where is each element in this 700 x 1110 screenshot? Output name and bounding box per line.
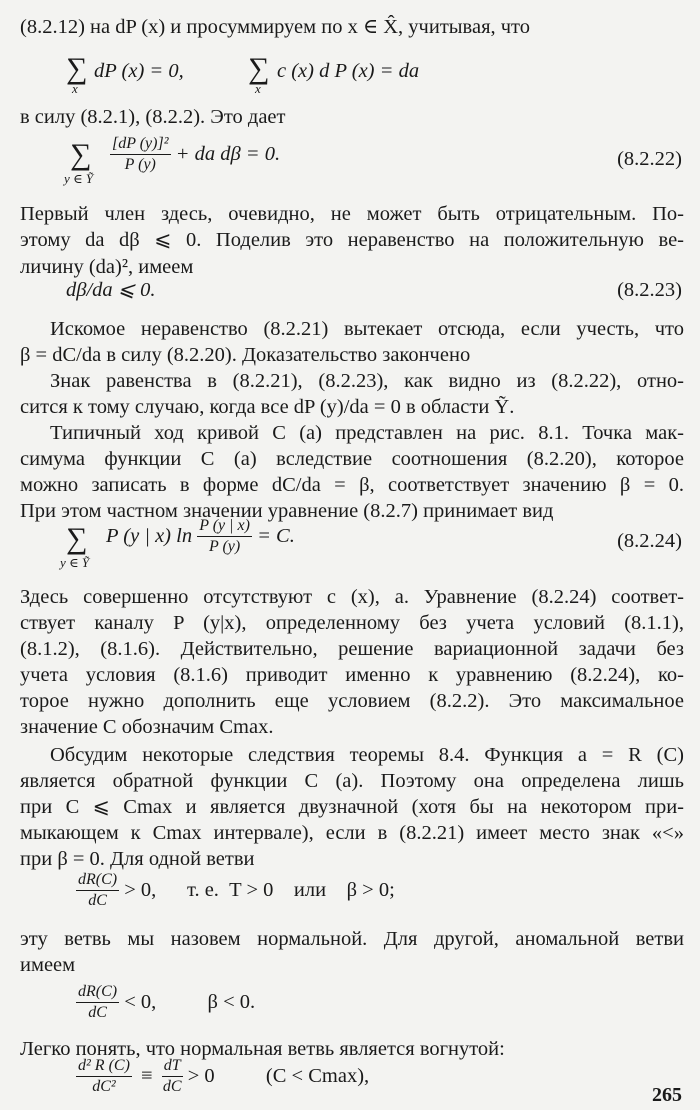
- text-line: (8.2.12) на dP (x) и просуммируем по x ∈ X̂, учитывая, что: [20, 16, 530, 38]
- inequality-normal-branch: $\frac{dR(C)}{dC}$ > 0, т. е. T > 0 или β > 0;: [78, 871, 395, 909]
- sum-symbol: ∑: [66, 52, 88, 85]
- text-line: можно записать в форме dC/da = β, соответствует значению β = 0.: [20, 474, 684, 496]
- fraction: $\frac{P (y | x)}{P (y)}$: [199, 517, 250, 555]
- fraction: $\frac{\text{d² R (C)}}{\text{dC²}}$: [78, 1057, 130, 1095]
- equation-number: (8.2.24): [617, 530, 682, 552]
- sum-subscript: x: [72, 81, 78, 96]
- text-line: Первый член здесь, очевидно, не может быть отрицательным. По-: [20, 203, 684, 225]
- equation: dP (x) = 0,: [94, 60, 184, 82]
- text-line: При этом частном значении уравнение (8.2.7) принимает вид: [20, 500, 554, 522]
- equation: c (x) d P (x) = da: [277, 60, 420, 82]
- text-line: личину (da)², имеем: [20, 256, 194, 278]
- fraction: $\frac{dR(C)}{dC}$: [78, 871, 118, 909]
- text-line: β = dC/da в силу (8.2.20). Доказательство закончено: [20, 344, 471, 366]
- text-line: эту ветвь мы назовем нормальной. Для другой, аномальной ветви: [20, 928, 684, 950]
- text-line: ствует каналу P (y|x), определенному без учета условий (8.1.1),: [20, 612, 684, 634]
- text-line: (8.1.2), (8.1.6). Действительно, решение вариационной задачи без: [20, 638, 684, 660]
- text-line: значение C обозначим Cmax.: [20, 716, 274, 738]
- text-line: этому da dβ ⩽ 0. Поделив это неравенство на положительную ве-: [20, 229, 684, 251]
- text-line: при C ⩽ Cmax и является двузначной (хотя бы на некотором при-: [20, 796, 684, 818]
- equation-8-2-22: $\frac{\text{[dP (y)]²}}{P (y)}$ + da dβ = 0.: [112, 135, 281, 173]
- sum-subscript: y ∈ Ỹ: [60, 555, 90, 570]
- text-line: Искомое неравенство (8.2.21) вытекает отсюда, если учесть, что: [50, 318, 684, 340]
- text-line: Обсудим некоторые следствия теоремы 8.4. Функция a = R (C): [50, 744, 684, 766]
- text-line: мыкающем к Cmax интервале), если в (8.2.21) имеет место знак «<»: [20, 822, 684, 844]
- text-line: сится к тому случаю, когда все dP (y)/da = 0 в области Ỹ.: [20, 396, 515, 418]
- fraction: $\frac{dR(C)}{dC}$: [78, 983, 118, 1021]
- page-number: 265: [652, 1084, 682, 1106]
- sum-symbol: ∑: [248, 52, 270, 85]
- fraction: $\frac{dT}{dC}$: [162, 1057, 182, 1095]
- text-line: торое нужно дополнить еще условием (8.2.2). Это максимальное: [20, 690, 684, 712]
- sum-subscript: x: [255, 81, 261, 96]
- sum-symbol: ∑: [66, 522, 88, 555]
- equation-8-2-23: dβ/da ⩽ 0.: [66, 279, 156, 301]
- concavity-inequality: $\frac{\text{d² R (C)}}{\text{dC²}}$ ≡ $\frac{dT}{dC}$ > 0 (C < Cmax),: [78, 1057, 370, 1095]
- text-line: Легко понять, что нормальная ветвь является вогнутой:: [20, 1038, 505, 1060]
- equation-8-2-24: P (y | x) ln $\frac{P (y | x)}{P (y)}$ = C.: [106, 517, 295, 555]
- text-line: симума функции C (a) вследствие соотношения (8.2.20), которое: [20, 448, 684, 470]
- text-line: является обратной функции C (a). Поэтому она определена лишь: [20, 770, 684, 792]
- equation-number: (8.2.23): [617, 279, 682, 301]
- text-line: при β = 0. Для одной ветви: [20, 848, 255, 870]
- text-line: учета условия (8.1.6) приводит именно к уравнению (8.2.24), ко-: [20, 664, 684, 686]
- text-line: имеем: [20, 954, 76, 976]
- inequality-anomalous-branch: $\frac{dR(C)}{dC}$ < 0, β < 0.: [78, 983, 256, 1021]
- text-line: Здесь совершенно отсутствуют c (x), a. Уравнение (8.2.24) соответ-: [20, 586, 684, 608]
- fraction: $\frac{\text{[dP (y)]²}}{P (y)}$: [112, 135, 169, 173]
- sum-symbol: ∑: [70, 138, 92, 171]
- text-line: Типичный ход кривой C (a) представлен на рис. 8.1. Точка мак-: [50, 422, 684, 444]
- sum-subscript: y ∈ Ỹ: [64, 171, 94, 186]
- text-line: Знак равенства в (8.2.21), (8.2.23), как видно из (8.2.22), отно-: [50, 370, 684, 392]
- equation-number: (8.2.22): [617, 148, 682, 170]
- text-line: в силу (8.2.1), (8.2.2). Это дает: [20, 106, 286, 128]
